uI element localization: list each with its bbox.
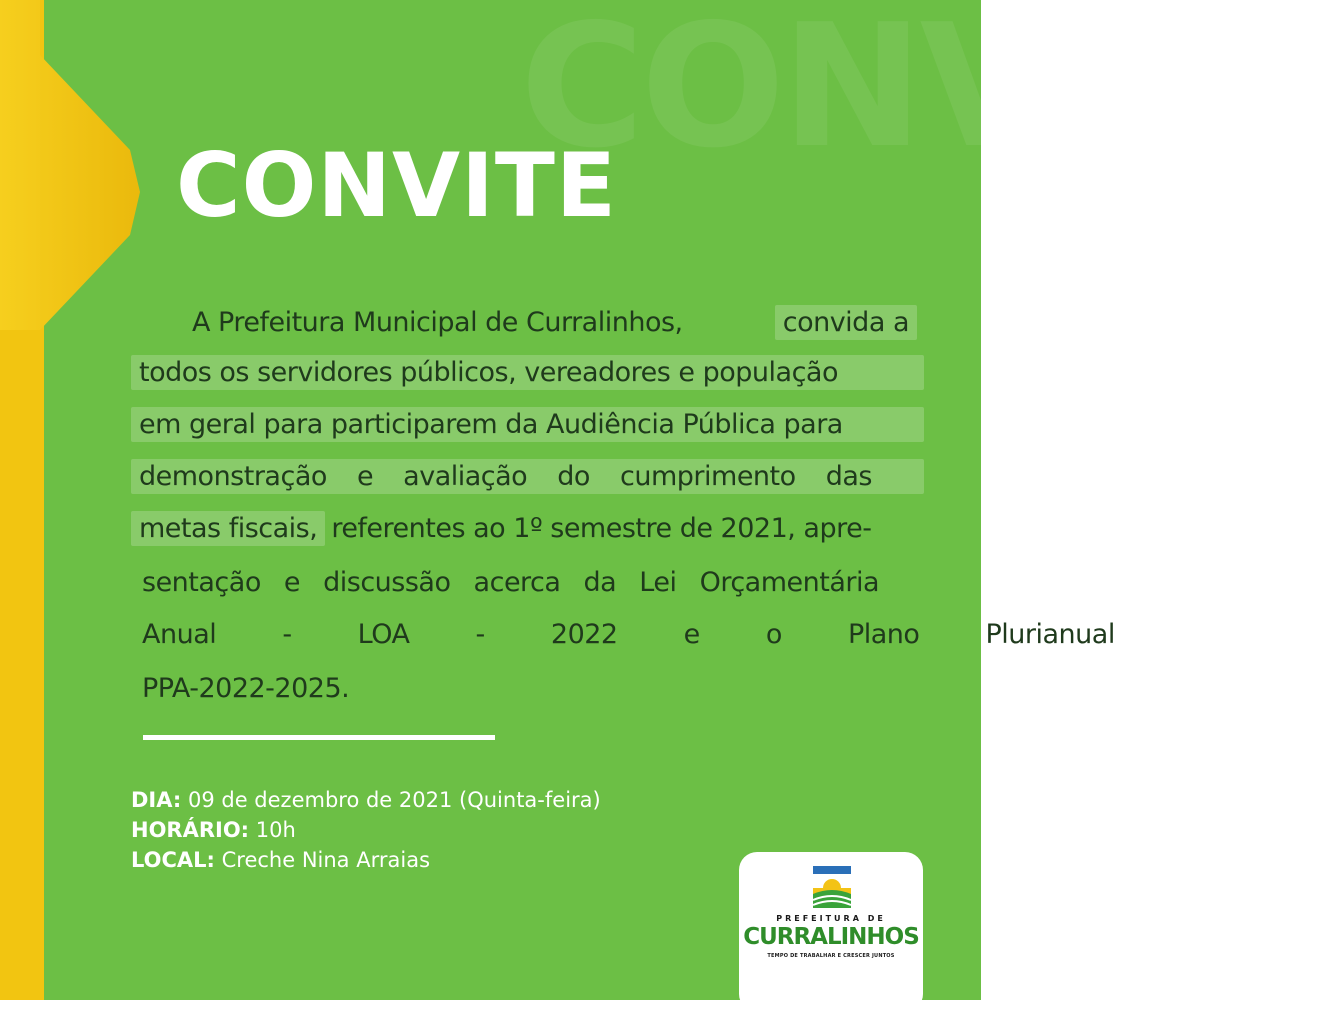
prefeitura-emblem-icon: [809, 864, 855, 910]
paragraph-text: sentação e discussão acerca da Lei Orçamentária: [142, 566, 880, 598]
paragraph-line-7: [142, 608, 1115, 660]
highlighted-text: em geral para participarem da Audiência Pública para: [131, 407, 924, 442]
logo-top-text: PREFEITURA DE: [776, 914, 886, 923]
logo-slogan-text: TEMPO DE TRABALHAR E CRESCER JUNTOS: [767, 953, 895, 959]
background-ghost-text: CONVITE: [520, 0, 1330, 186]
page-title: CONVITE: [176, 134, 618, 237]
time-value: 10h: [255, 818, 296, 842]
paragraph-text: A Prefeitura Municipal de Curralinhos,: [192, 306, 683, 338]
date-value: 09 de dezembro de 2021 (Quinta-feira): [187, 788, 601, 812]
paragraph-text: Anual - LOA - 2022 e o Plano Plurianual: [142, 618, 1115, 650]
paragraph-line-3: [131, 398, 924, 450]
time-label: HORÁRIO:: [131, 818, 250, 842]
highlighted-text: demonstração e avaliação do cumprimento das: [131, 459, 924, 494]
highlighted-text: metas fiscais,: [131, 511, 325, 546]
paragraph-line-5: [131, 502, 917, 554]
time-info: [131, 818, 296, 842]
highlighted-text: todos os servidores públicos, vereadores e população: [131, 355, 924, 390]
highlighted-text: convida a: [775, 305, 917, 340]
date-info: [131, 788, 601, 812]
divider-line: [143, 735, 495, 740]
location-info: [131, 848, 430, 872]
paragraph-line-6: [142, 556, 917, 608]
yellow-flag-shape: [0, 0, 150, 350]
paragraph-text: referentes ao 1º semestre de 2021, apre-: [331, 512, 872, 544]
location-label: LOCAL:: [131, 848, 215, 872]
date-label: DIA:: [131, 788, 182, 812]
paragraph-line-8: [142, 662, 917, 714]
paragraph-text: PPA-2022-2025.: [142, 672, 350, 704]
paragraph-line-2: [131, 346, 924, 398]
prefeitura-logo: [739, 852, 923, 1012]
paragraph-line-4: [131, 450, 924, 502]
logo-name-text: CURRALINHOS: [743, 924, 919, 950]
paragraph-line-1: [142, 296, 917, 348]
location-value: Creche Nina Arraias: [221, 848, 431, 872]
